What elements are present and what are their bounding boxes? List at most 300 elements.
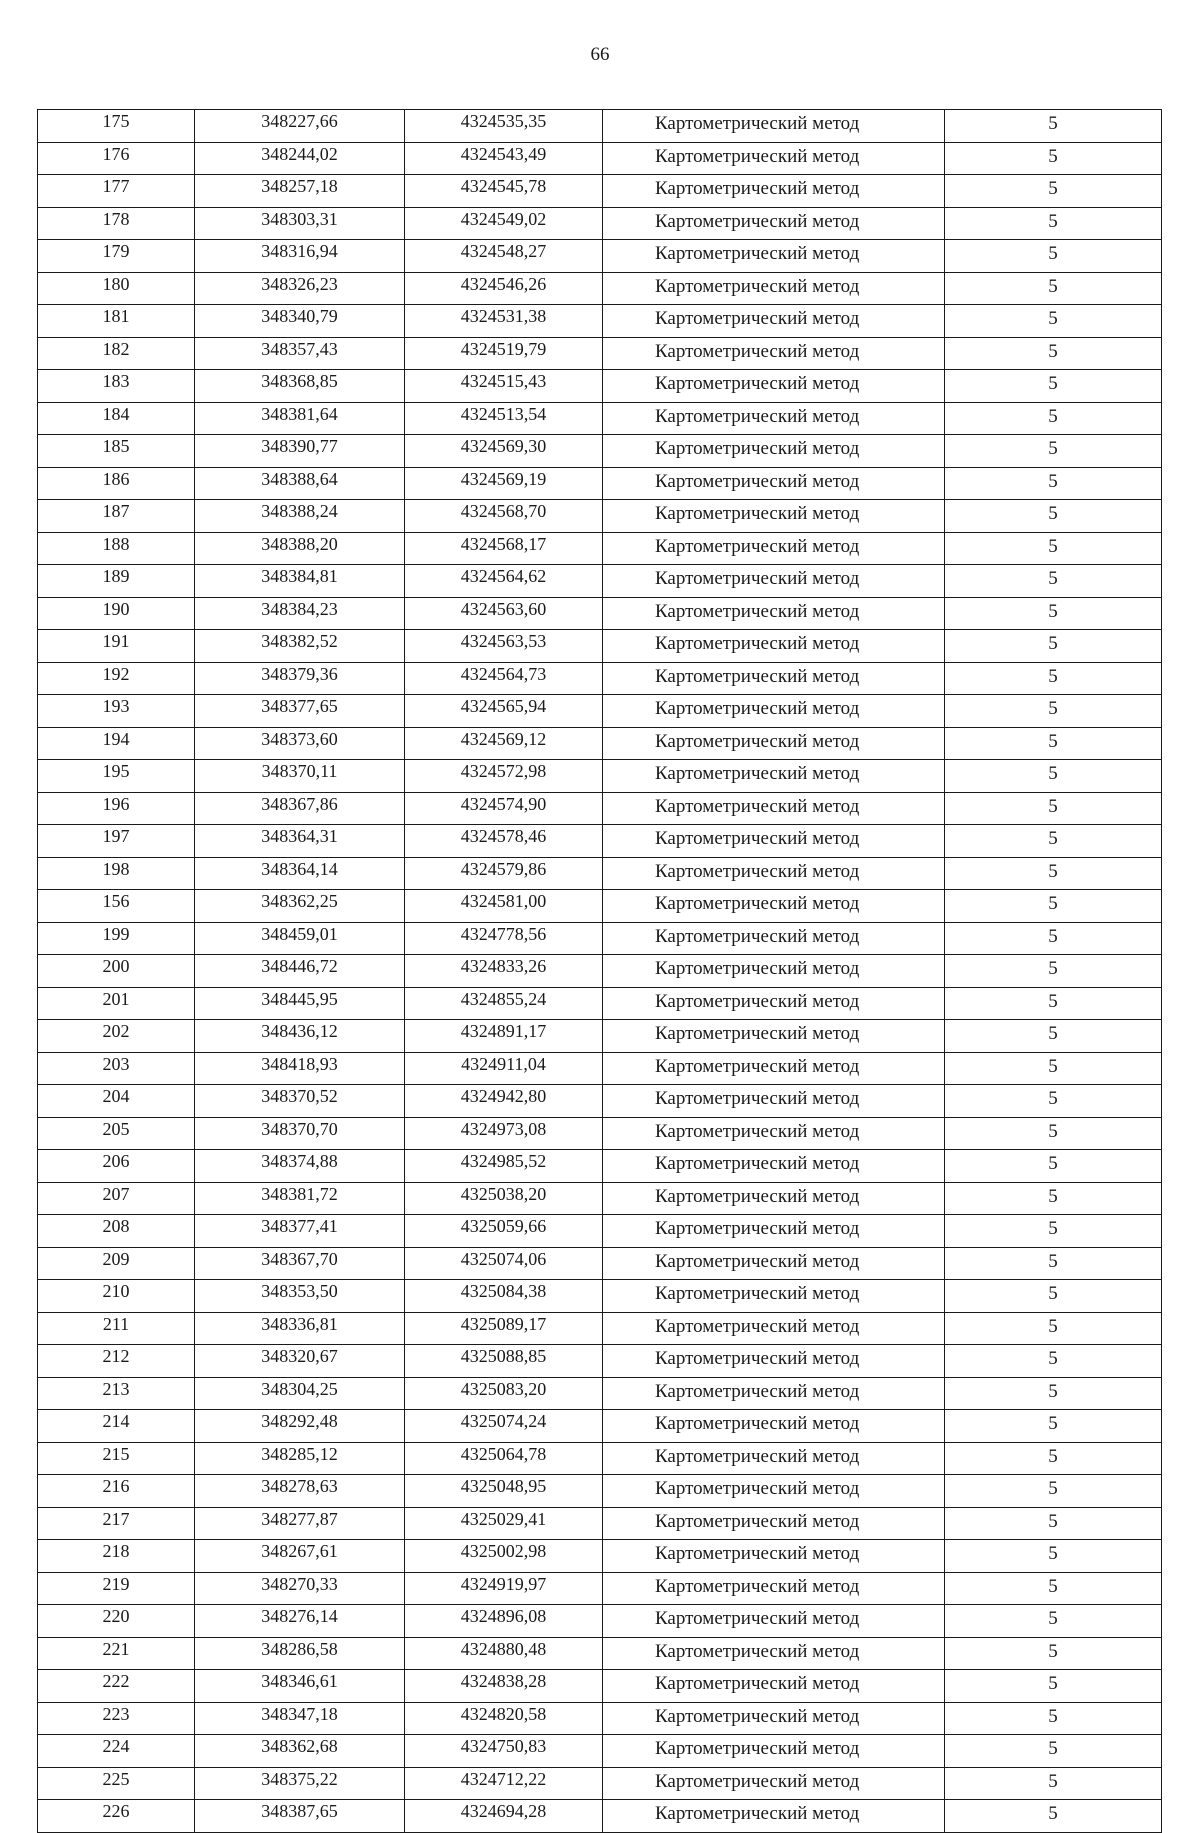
table-row	[38, 565, 1162, 598]
x-coordinate-cell: 348267,61	[195, 1540, 405, 1573]
accuracy-cell: 5	[945, 890, 1162, 923]
x-coordinate-cell: 348388,24	[195, 500, 405, 533]
point-number-cell: 193	[38, 695, 195, 728]
table-row	[38, 1735, 1162, 1768]
y-coordinate-cell: 4324513,54	[405, 402, 603, 435]
accuracy-cell: 5	[945, 272, 1162, 305]
method-cell: Картометрический метод	[603, 1800, 945, 1833]
table-row	[38, 1182, 1162, 1215]
accuracy-cell: 5	[945, 402, 1162, 435]
method-cell: Картометрический метод	[603, 305, 945, 338]
accuracy-cell: 5	[945, 532, 1162, 565]
table-row	[38, 370, 1162, 403]
table-row	[38, 1052, 1162, 1085]
y-coordinate-cell: 4324919,97	[405, 1572, 603, 1605]
method-cell: Картометрический метод	[603, 727, 945, 760]
table-row	[38, 1572, 1162, 1605]
y-coordinate-cell: 4324543,49	[405, 142, 603, 175]
x-coordinate-cell: 348388,20	[195, 532, 405, 565]
x-coordinate-cell: 348387,65	[195, 1800, 405, 1833]
y-coordinate-cell: 4324572,98	[405, 760, 603, 793]
method-cell: Картометрический метод	[603, 142, 945, 175]
y-coordinate-cell: 4324574,90	[405, 792, 603, 825]
method-cell: Картометрический метод	[603, 1345, 945, 1378]
y-coordinate-cell: 4324694,28	[405, 1800, 603, 1833]
accuracy-cell: 5	[945, 1150, 1162, 1183]
method-cell: Картометрический метод	[603, 272, 945, 305]
accuracy-cell: 5	[945, 1312, 1162, 1345]
table-row	[38, 597, 1162, 630]
accuracy-cell: 5	[945, 337, 1162, 370]
accuracy-cell: 5	[945, 305, 1162, 338]
table-row	[38, 1247, 1162, 1280]
point-number-cell: 207	[38, 1182, 195, 1215]
point-number-cell: 192	[38, 662, 195, 695]
x-coordinate-cell: 348446,72	[195, 955, 405, 988]
accuracy-cell: 5	[945, 1442, 1162, 1475]
y-coordinate-cell: 4324973,08	[405, 1117, 603, 1150]
table-row	[38, 175, 1162, 208]
accuracy-cell: 5	[945, 727, 1162, 760]
y-coordinate-cell: 4324578,46	[405, 825, 603, 858]
accuracy-cell: 5	[945, 175, 1162, 208]
y-coordinate-cell: 4324515,43	[405, 370, 603, 403]
accuracy-cell: 5	[945, 1410, 1162, 1443]
point-number-cell: 177	[38, 175, 195, 208]
table-row	[38, 402, 1162, 435]
point-number-cell: 195	[38, 760, 195, 793]
accuracy-cell: 5	[945, 1475, 1162, 1508]
x-coordinate-cell: 348445,95	[195, 987, 405, 1020]
point-number-cell: 219	[38, 1572, 195, 1605]
y-coordinate-cell: 4325002,98	[405, 1540, 603, 1573]
point-number-cell: 225	[38, 1767, 195, 1800]
table-row	[38, 1637, 1162, 1670]
method-cell: Картометрический метод	[603, 890, 945, 923]
page-number: 66	[590, 44, 610, 65]
y-coordinate-cell: 4324569,30	[405, 435, 603, 468]
accuracy-cell: 5	[945, 695, 1162, 728]
table-row	[38, 1410, 1162, 1443]
x-coordinate-cell: 348367,86	[195, 792, 405, 825]
table-row	[38, 630, 1162, 663]
point-number-cell: 209	[38, 1247, 195, 1280]
y-coordinate-cell: 4325029,41	[405, 1507, 603, 1540]
point-number-cell: 178	[38, 207, 195, 240]
accuracy-cell: 5	[945, 1605, 1162, 1638]
accuracy-cell: 5	[945, 1215, 1162, 1248]
table-row	[38, 207, 1162, 240]
x-coordinate-cell: 348379,36	[195, 662, 405, 695]
method-cell: Картометрический метод	[603, 1182, 945, 1215]
accuracy-cell: 5	[945, 857, 1162, 890]
point-number-cell: 203	[38, 1052, 195, 1085]
y-coordinate-cell: 4324568,70	[405, 500, 603, 533]
point-number-cell: 176	[38, 142, 195, 175]
table-row	[38, 500, 1162, 533]
y-coordinate-cell: 4324581,00	[405, 890, 603, 923]
y-coordinate-cell: 4324546,26	[405, 272, 603, 305]
point-number-cell: 188	[38, 532, 195, 565]
method-cell: Картометрический метод	[603, 1475, 945, 1508]
point-number-cell: 189	[38, 565, 195, 598]
x-coordinate-cell: 348381,64	[195, 402, 405, 435]
accuracy-cell: 5	[945, 142, 1162, 175]
table-row	[38, 1345, 1162, 1378]
table-row	[38, 1767, 1162, 1800]
method-cell: Картометрический метод	[603, 1280, 945, 1313]
method-cell: Картометрический метод	[603, 1735, 945, 1768]
y-coordinate-cell: 4324519,79	[405, 337, 603, 370]
x-coordinate-cell: 348286,58	[195, 1637, 405, 1670]
x-coordinate-cell: 348418,93	[195, 1052, 405, 1085]
method-cell: Картометрический метод	[603, 1247, 945, 1280]
x-coordinate-cell: 348370,52	[195, 1085, 405, 1118]
method-cell: Картометрический метод	[603, 760, 945, 793]
x-coordinate-cell: 348390,77	[195, 435, 405, 468]
method-cell: Картометрический метод	[603, 1702, 945, 1735]
y-coordinate-cell: 4324778,56	[405, 922, 603, 955]
table-row	[38, 1312, 1162, 1345]
x-coordinate-cell: 348370,70	[195, 1117, 405, 1150]
point-number-cell: 175	[38, 110, 195, 143]
x-coordinate-cell: 348370,11	[195, 760, 405, 793]
point-number-cell: 199	[38, 922, 195, 955]
point-number-cell: 202	[38, 1020, 195, 1053]
table-row	[38, 435, 1162, 468]
point-number-cell: 197	[38, 825, 195, 858]
y-coordinate-cell: 4324880,48	[405, 1637, 603, 1670]
point-number-cell: 186	[38, 467, 195, 500]
method-cell: Картометрический метод	[603, 1442, 945, 1475]
accuracy-cell: 5	[945, 1702, 1162, 1735]
x-coordinate-cell: 348346,61	[195, 1670, 405, 1703]
accuracy-cell: 5	[945, 825, 1162, 858]
y-coordinate-cell: 4324568,17	[405, 532, 603, 565]
coordinates-table-body	[38, 110, 1162, 1833]
accuracy-cell: 5	[945, 1637, 1162, 1670]
table-row	[38, 1475, 1162, 1508]
accuracy-cell: 5	[945, 792, 1162, 825]
x-coordinate-cell: 348278,63	[195, 1475, 405, 1508]
accuracy-cell: 5	[945, 1507, 1162, 1540]
method-cell: Картометрический метод	[603, 1215, 945, 1248]
x-coordinate-cell: 348357,43	[195, 337, 405, 370]
point-number-cell: 182	[38, 337, 195, 370]
y-coordinate-cell: 4324985,52	[405, 1150, 603, 1183]
table-row	[38, 142, 1162, 175]
accuracy-cell: 5	[945, 1020, 1162, 1053]
x-coordinate-cell: 348374,88	[195, 1150, 405, 1183]
point-number-cell: 194	[38, 727, 195, 760]
accuracy-cell: 5	[945, 110, 1162, 143]
table-row	[38, 1085, 1162, 1118]
accuracy-cell: 5	[945, 1117, 1162, 1150]
table-row	[38, 240, 1162, 273]
point-number-cell: 181	[38, 305, 195, 338]
y-coordinate-cell: 4324911,04	[405, 1052, 603, 1085]
point-number-cell: 210	[38, 1280, 195, 1313]
y-coordinate-cell: 4324564,62	[405, 565, 603, 598]
point-number-cell: 223	[38, 1702, 195, 1735]
y-coordinate-cell: 4325048,95	[405, 1475, 603, 1508]
table-row	[38, 1377, 1162, 1410]
method-cell: Картометрический метод	[603, 1377, 945, 1410]
method-cell: Картометрический метод	[603, 987, 945, 1020]
y-coordinate-cell: 4324891,17	[405, 1020, 603, 1053]
accuracy-cell: 5	[945, 922, 1162, 955]
y-coordinate-cell: 4324712,22	[405, 1767, 603, 1800]
y-coordinate-cell: 4324569,19	[405, 467, 603, 500]
coordinates-table	[37, 109, 1162, 1833]
point-number-cell: 212	[38, 1345, 195, 1378]
table-row	[38, 1507, 1162, 1540]
accuracy-cell: 5	[945, 1280, 1162, 1313]
x-coordinate-cell: 348304,25	[195, 1377, 405, 1410]
table-row	[38, 1605, 1162, 1638]
method-cell: Картометрический метод	[603, 467, 945, 500]
table-row	[38, 987, 1162, 1020]
y-coordinate-cell: 4325089,17	[405, 1312, 603, 1345]
point-number-cell: 179	[38, 240, 195, 273]
accuracy-cell: 5	[945, 1182, 1162, 1215]
y-coordinate-cell: 4324820,58	[405, 1702, 603, 1735]
method-cell: Картометрический метод	[603, 1052, 945, 1085]
point-number-cell: 196	[38, 792, 195, 825]
x-coordinate-cell: 348303,31	[195, 207, 405, 240]
point-number-cell: 226	[38, 1800, 195, 1833]
point-number-cell: 200	[38, 955, 195, 988]
accuracy-cell: 5	[945, 1767, 1162, 1800]
method-cell: Картометрический метод	[603, 565, 945, 598]
accuracy-cell: 5	[945, 1247, 1162, 1280]
x-coordinate-cell: 348381,72	[195, 1182, 405, 1215]
point-number-cell: 221	[38, 1637, 195, 1670]
point-number-cell: 183	[38, 370, 195, 403]
y-coordinate-cell: 4325074,06	[405, 1247, 603, 1280]
x-coordinate-cell: 348367,70	[195, 1247, 405, 1280]
table-row	[38, 337, 1162, 370]
point-number-cell: 224	[38, 1735, 195, 1768]
accuracy-cell: 5	[945, 1345, 1162, 1378]
table-row	[38, 272, 1162, 305]
method-cell: Картометрический метод	[603, 500, 945, 533]
x-coordinate-cell: 348384,81	[195, 565, 405, 598]
table-row	[38, 1540, 1162, 1573]
x-coordinate-cell: 348364,14	[195, 857, 405, 890]
method-cell: Картометрический метод	[603, 1312, 945, 1345]
table-row	[38, 695, 1162, 728]
x-coordinate-cell: 348368,85	[195, 370, 405, 403]
table-row	[38, 1150, 1162, 1183]
method-cell: Картометрический метод	[603, 1020, 945, 1053]
y-coordinate-cell: 4324548,27	[405, 240, 603, 273]
method-cell: Картометрический метод	[603, 1605, 945, 1638]
accuracy-cell: 5	[945, 1377, 1162, 1410]
x-coordinate-cell: 348382,52	[195, 630, 405, 663]
x-coordinate-cell: 348377,41	[195, 1215, 405, 1248]
method-cell: Картометрический метод	[603, 370, 945, 403]
method-cell: Картометрический метод	[603, 110, 945, 143]
table-row	[38, 1280, 1162, 1313]
y-coordinate-cell: 4325074,24	[405, 1410, 603, 1443]
method-cell: Картометрический метод	[603, 825, 945, 858]
y-coordinate-cell: 4324563,60	[405, 597, 603, 630]
accuracy-cell: 5	[945, 565, 1162, 598]
x-coordinate-cell: 348377,65	[195, 695, 405, 728]
x-coordinate-cell: 348384,23	[195, 597, 405, 630]
point-number-cell: 208	[38, 1215, 195, 1248]
accuracy-cell: 5	[945, 435, 1162, 468]
y-coordinate-cell: 4325083,20	[405, 1377, 603, 1410]
x-coordinate-cell: 348340,79	[195, 305, 405, 338]
x-coordinate-cell: 348336,81	[195, 1312, 405, 1345]
y-coordinate-cell: 4325088,85	[405, 1345, 603, 1378]
method-cell: Картометрический метод	[603, 532, 945, 565]
point-number-cell: 187	[38, 500, 195, 533]
x-coordinate-cell: 348244,02	[195, 142, 405, 175]
method-cell: Картометрический метод	[603, 1767, 945, 1800]
x-coordinate-cell: 348364,31	[195, 825, 405, 858]
table-row	[38, 1215, 1162, 1248]
table-row	[38, 890, 1162, 923]
method-cell: Картометрический метод	[603, 1117, 945, 1150]
y-coordinate-cell: 4324564,73	[405, 662, 603, 695]
point-number-cell: 184	[38, 402, 195, 435]
y-coordinate-cell: 4324535,35	[405, 110, 603, 143]
table-row	[38, 727, 1162, 760]
y-coordinate-cell: 4325084,38	[405, 1280, 603, 1313]
point-number-cell: 180	[38, 272, 195, 305]
point-number-cell: 205	[38, 1117, 195, 1150]
table-row	[38, 1442, 1162, 1475]
method-cell: Картометрический метод	[603, 597, 945, 630]
method-cell: Картометрический метод	[603, 402, 945, 435]
table-row	[38, 1702, 1162, 1735]
x-coordinate-cell: 348347,18	[195, 1702, 405, 1735]
y-coordinate-cell: 4324531,38	[405, 305, 603, 338]
point-number-cell: 217	[38, 1507, 195, 1540]
table-row	[38, 662, 1162, 695]
y-coordinate-cell: 4324896,08	[405, 1605, 603, 1638]
x-coordinate-cell: 348276,14	[195, 1605, 405, 1638]
point-number-cell: 201	[38, 987, 195, 1020]
x-coordinate-cell: 348373,60	[195, 727, 405, 760]
x-coordinate-cell: 348257,18	[195, 175, 405, 208]
y-coordinate-cell: 4325064,78	[405, 1442, 603, 1475]
x-coordinate-cell: 348388,64	[195, 467, 405, 500]
table-row	[38, 467, 1162, 500]
x-coordinate-cell: 348459,01	[195, 922, 405, 955]
accuracy-cell: 5	[945, 955, 1162, 988]
method-cell: Картометрический метод	[603, 1507, 945, 1540]
method-cell: Картометрический метод	[603, 922, 945, 955]
y-coordinate-cell: 4324942,80	[405, 1085, 603, 1118]
x-coordinate-cell: 348436,12	[195, 1020, 405, 1053]
table-row	[38, 792, 1162, 825]
method-cell: Картометрический метод	[603, 792, 945, 825]
point-number-cell: 215	[38, 1442, 195, 1475]
table-row	[38, 1020, 1162, 1053]
method-cell: Картометрический метод	[603, 857, 945, 890]
y-coordinate-cell: 4324565,94	[405, 695, 603, 728]
x-coordinate-cell: 348320,67	[195, 1345, 405, 1378]
y-coordinate-cell: 4324833,26	[405, 955, 603, 988]
x-coordinate-cell: 348277,87	[195, 1507, 405, 1540]
accuracy-cell: 5	[945, 1540, 1162, 1573]
point-number-cell: 198	[38, 857, 195, 890]
accuracy-cell: 5	[945, 467, 1162, 500]
table-row	[38, 1800, 1162, 1833]
y-coordinate-cell: 4325038,20	[405, 1182, 603, 1215]
point-number-cell: 213	[38, 1377, 195, 1410]
method-cell: Картометрический метод	[603, 207, 945, 240]
y-coordinate-cell: 4324750,83	[405, 1735, 603, 1768]
x-coordinate-cell: 348326,23	[195, 272, 405, 305]
y-coordinate-cell: 4324569,12	[405, 727, 603, 760]
y-coordinate-cell: 4324545,78	[405, 175, 603, 208]
x-coordinate-cell: 348285,12	[195, 1442, 405, 1475]
table-row	[38, 532, 1162, 565]
accuracy-cell: 5	[945, 1572, 1162, 1605]
accuracy-cell: 5	[945, 370, 1162, 403]
table-row	[38, 760, 1162, 793]
point-number-cell: 156	[38, 890, 195, 923]
accuracy-cell: 5	[945, 597, 1162, 630]
x-coordinate-cell: 348227,66	[195, 110, 405, 143]
table-row	[38, 1117, 1162, 1150]
table-row	[38, 110, 1162, 143]
point-number-cell: 214	[38, 1410, 195, 1443]
point-number-cell: 216	[38, 1475, 195, 1508]
table-row	[38, 305, 1162, 338]
method-cell: Картометрический метод	[603, 662, 945, 695]
y-coordinate-cell: 4324549,02	[405, 207, 603, 240]
method-cell: Картометрический метод	[603, 175, 945, 208]
method-cell: Картометрический метод	[603, 1085, 945, 1118]
method-cell: Картометрический метод	[603, 1150, 945, 1183]
point-number-cell: 185	[38, 435, 195, 468]
point-number-cell: 204	[38, 1085, 195, 1118]
point-number-cell: 206	[38, 1150, 195, 1183]
x-coordinate-cell: 348292,48	[195, 1410, 405, 1443]
y-coordinate-cell: 4325059,66	[405, 1215, 603, 1248]
accuracy-cell: 5	[945, 240, 1162, 273]
y-coordinate-cell: 4324579,86	[405, 857, 603, 890]
point-number-cell: 218	[38, 1540, 195, 1573]
point-number-cell: 191	[38, 630, 195, 663]
point-number-cell: 190	[38, 597, 195, 630]
method-cell: Картометрический метод	[603, 1637, 945, 1670]
method-cell: Картометрический метод	[603, 955, 945, 988]
method-cell: Картометрический метод	[603, 337, 945, 370]
x-coordinate-cell: 348353,50	[195, 1280, 405, 1313]
accuracy-cell: 5	[945, 1735, 1162, 1768]
method-cell: Картометрический метод	[603, 1670, 945, 1703]
accuracy-cell: 5	[945, 662, 1162, 695]
x-coordinate-cell: 348375,22	[195, 1767, 405, 1800]
accuracy-cell: 5	[945, 207, 1162, 240]
point-number-cell: 211	[38, 1312, 195, 1345]
table-row	[38, 955, 1162, 988]
accuracy-cell: 5	[945, 1800, 1162, 1833]
accuracy-cell: 5	[945, 500, 1162, 533]
table-row	[38, 922, 1162, 955]
accuracy-cell: 5	[945, 1085, 1162, 1118]
method-cell: Картометрический метод	[603, 695, 945, 728]
table-row	[38, 857, 1162, 890]
table-row	[38, 825, 1162, 858]
